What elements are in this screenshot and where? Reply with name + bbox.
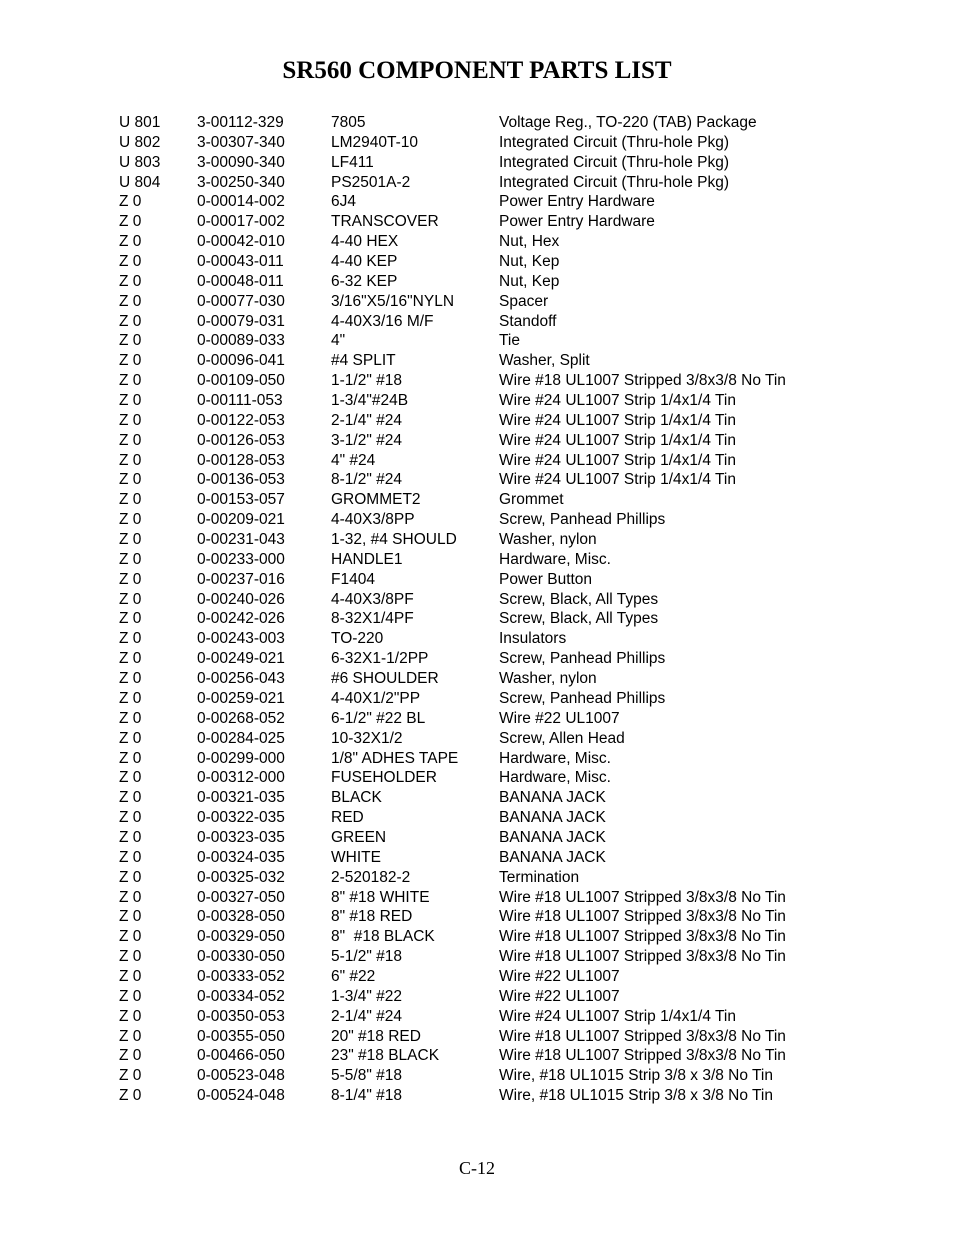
table-row bbox=[119, 590, 819, 610]
description-cell: Power Entry Hardware bbox=[499, 213, 655, 231]
part-number-cell: 0-00350-053 bbox=[197, 1007, 285, 1025]
description-cell: Washer, nylon bbox=[499, 531, 597, 549]
ref-designator-cell: Z 0 bbox=[119, 1027, 142, 1045]
part-number-cell: 0-00233-000 bbox=[197, 550, 285, 568]
part-value-cell: PS2501A-2 bbox=[331, 173, 411, 191]
part-value-cell: RED bbox=[331, 809, 364, 827]
description-cell: Wire #18 UL1007 Stripped 3/8x3/8 No Tin bbox=[499, 928, 786, 946]
table-row bbox=[119, 371, 819, 391]
part-number-cell: 0-00077-030 bbox=[197, 292, 285, 310]
part-number-cell: 3-00090-340 bbox=[197, 153, 285, 171]
ref-designator-cell: Z 0 bbox=[119, 253, 142, 271]
part-value-cell: 4-40X3/8PP bbox=[331, 511, 415, 529]
ref-designator-cell: Z 0 bbox=[119, 392, 142, 410]
ref-designator-cell: Z 0 bbox=[119, 312, 142, 330]
part-number-cell: 0-00321-035 bbox=[197, 789, 285, 807]
ref-designator-cell: Z 0 bbox=[119, 531, 142, 549]
table-row bbox=[119, 173, 819, 193]
table-row bbox=[119, 1046, 819, 1066]
part-value-cell: 1-3/4" #22 bbox=[331, 987, 402, 1005]
ref-designator-cell: Z 0 bbox=[119, 987, 142, 1005]
table-row bbox=[119, 967, 819, 987]
part-number-cell: 3-00307-340 bbox=[197, 133, 285, 151]
table-row bbox=[119, 212, 819, 232]
part-value-cell: BLACK bbox=[331, 789, 382, 807]
table-row bbox=[119, 768, 819, 788]
part-value-cell: 4" bbox=[331, 332, 346, 350]
part-value-cell: 4-40X3/16 M/F bbox=[331, 312, 434, 330]
description-cell: Hardware, Misc. bbox=[499, 749, 611, 767]
part-number-cell: 0-00256-043 bbox=[197, 670, 285, 688]
table-row bbox=[119, 1027, 819, 1047]
table-row bbox=[119, 788, 819, 808]
part-value-cell: 23" #18 BLACK bbox=[331, 1047, 440, 1065]
description-cell: Wire #18 UL1007 Stripped 3/8x3/8 No Tin bbox=[499, 1047, 786, 1065]
ref-designator-cell: Z 0 bbox=[119, 332, 142, 350]
part-number-cell: 0-00109-050 bbox=[197, 372, 285, 390]
part-value-cell: HANDLE1 bbox=[331, 550, 403, 568]
ref-designator-cell: Z 0 bbox=[119, 709, 142, 727]
ref-designator-cell: Z 0 bbox=[119, 967, 142, 985]
description-cell: BANANA JACK bbox=[499, 848, 606, 866]
description-cell: BANANA JACK bbox=[499, 789, 606, 807]
ref-designator-cell: U 801 bbox=[119, 114, 161, 131]
part-number-cell: 0-00268-052 bbox=[197, 709, 285, 727]
ref-designator-cell: Z 0 bbox=[119, 749, 142, 767]
part-value-cell: 8-1/2" #24 bbox=[331, 471, 402, 489]
table-row bbox=[119, 470, 819, 490]
description-cell: Wire #18 UL1007 Stripped 3/8x3/8 No Tin bbox=[499, 1027, 786, 1045]
ref-designator-cell: Z 0 bbox=[119, 431, 142, 449]
part-number-cell: 0-00153-057 bbox=[197, 491, 285, 509]
ref-designator-cell: U 803 bbox=[119, 153, 161, 171]
part-number-cell: 0-00043-011 bbox=[197, 253, 284, 271]
ref-designator-cell: Z 0 bbox=[119, 888, 142, 906]
parts-table-body bbox=[119, 113, 819, 1106]
part-value-cell: LM2940T-10 bbox=[331, 133, 419, 151]
part-number-cell: 0-00355-050 bbox=[197, 1027, 285, 1045]
part-number-cell: 0-00136-053 bbox=[197, 471, 285, 489]
description-cell: Wire #24 UL1007 Strip 1/4x1/4 Tin bbox=[499, 431, 736, 449]
part-value-cell: GROMMET2 bbox=[331, 491, 421, 509]
table-row bbox=[119, 312, 819, 332]
table-row bbox=[119, 331, 819, 351]
description-cell: Voltage Reg., TO-220 (TAB) Package bbox=[499, 114, 757, 131]
part-value-cell: 4" #24 bbox=[331, 451, 376, 469]
description-cell: Wire #18 UL1007 Stripped 3/8x3/8 No Tin bbox=[499, 908, 786, 926]
description-cell: Spacer bbox=[499, 292, 549, 310]
ref-designator-cell: Z 0 bbox=[119, 511, 142, 529]
description-cell: Standoff bbox=[499, 312, 557, 330]
part-value-cell: 2-1/4" #24 bbox=[331, 411, 402, 429]
part-value-cell: 20" #18 RED bbox=[331, 1027, 421, 1045]
ref-designator-cell: Z 0 bbox=[119, 928, 142, 946]
part-number-cell: 0-00524-048 bbox=[197, 1087, 285, 1105]
table-row bbox=[119, 570, 819, 590]
table-row bbox=[119, 927, 819, 947]
part-value-cell: 4-40 KEP bbox=[331, 253, 398, 271]
table-row bbox=[119, 907, 819, 927]
ref-designator-cell: Z 0 bbox=[119, 1007, 142, 1025]
ref-designator-cell: Z 0 bbox=[119, 769, 142, 787]
part-number-cell: 0-00014-002 bbox=[197, 193, 285, 211]
description-cell: Hardware, Misc. bbox=[499, 769, 611, 787]
part-value-cell: 6" #22 bbox=[331, 967, 376, 985]
part-value-cell: 8-1/4" #18 bbox=[331, 1087, 402, 1105]
description-cell: Hardware, Misc. bbox=[499, 550, 611, 568]
ref-designator-cell: Z 0 bbox=[119, 908, 142, 926]
part-value-cell: TO-220 bbox=[331, 630, 384, 648]
description-cell: Tie bbox=[499, 332, 520, 350]
part-value-cell: 1-3/4"#24B bbox=[331, 392, 409, 410]
ref-designator-cell: U 802 bbox=[119, 133, 161, 151]
part-number-cell: 0-00242-026 bbox=[197, 610, 285, 628]
part-number-cell: 0-00231-043 bbox=[197, 531, 285, 549]
part-value-cell: 7805 bbox=[331, 114, 366, 131]
page-number: C-12 bbox=[459, 1158, 495, 1178]
part-value-cell: 4-40 HEX bbox=[331, 233, 399, 251]
part-number-cell: 0-00111-053 bbox=[197, 392, 283, 410]
parts-table bbox=[119, 113, 819, 1106]
part-number-cell: 0-00122-053 bbox=[197, 411, 285, 429]
description-cell: Power Button bbox=[499, 570, 593, 588]
ref-designator-cell: Z 0 bbox=[119, 491, 142, 509]
ref-designator-cell: Z 0 bbox=[119, 650, 142, 668]
table-row bbox=[119, 113, 819, 133]
table-row bbox=[119, 709, 819, 729]
ref-designator-cell: Z 0 bbox=[119, 848, 142, 866]
ref-designator-cell: Z 0 bbox=[119, 1067, 142, 1085]
ref-designator-cell: Z 0 bbox=[119, 828, 142, 846]
ref-designator-cell: Z 0 bbox=[119, 451, 142, 469]
part-number-cell: 0-00333-052 bbox=[197, 967, 285, 985]
part-value-cell: 2-520182-2 bbox=[331, 868, 411, 886]
table-row bbox=[119, 391, 819, 411]
ref-designator-cell: U 804 bbox=[119, 173, 161, 191]
part-value-cell: 6J4 bbox=[331, 193, 356, 211]
part-value-cell: 4-40X3/8PF bbox=[331, 590, 414, 608]
description-cell: Screw, Black, All Types bbox=[499, 610, 659, 628]
part-value-cell: GREEN bbox=[331, 828, 387, 846]
ref-designator-cell: Z 0 bbox=[119, 570, 142, 588]
table-row bbox=[119, 1007, 819, 1027]
ref-designator-cell: Z 0 bbox=[119, 292, 142, 310]
table-row bbox=[119, 729, 819, 749]
part-value-cell: #4 SPLIT bbox=[331, 352, 396, 370]
description-cell: Screw, Panhead Phillips bbox=[499, 511, 666, 529]
part-number-cell: 0-00079-031 bbox=[197, 312, 285, 330]
part-value-cell: 6-1/2" #22 BL bbox=[331, 709, 426, 727]
description-cell: Wire #18 UL1007 Stripped 3/8x3/8 No Tin bbox=[499, 888, 786, 906]
description-cell: Wire #22 UL1007 bbox=[499, 709, 620, 727]
description-cell: Wire #24 UL1007 Strip 1/4x1/4 Tin bbox=[499, 392, 736, 410]
description-cell: Washer, nylon bbox=[499, 670, 597, 688]
part-value-cell: LF411 bbox=[331, 153, 374, 171]
table-row bbox=[119, 987, 819, 1007]
part-value-cell: 2-1/4" #24 bbox=[331, 1007, 402, 1025]
description-cell: Nut, Kep bbox=[499, 253, 560, 271]
ref-designator-cell: Z 0 bbox=[119, 411, 142, 429]
ref-designator-cell: Z 0 bbox=[119, 868, 142, 886]
part-number-cell: 0-00209-021 bbox=[197, 511, 285, 529]
part-number-cell: 0-00048-011 bbox=[197, 272, 284, 290]
ref-designator-cell: Z 0 bbox=[119, 272, 142, 290]
table-row bbox=[119, 669, 819, 689]
part-value-cell: FUSEHOLDER bbox=[331, 769, 437, 787]
part-number-cell: 0-00328-050 bbox=[197, 908, 285, 926]
description-cell: Wire #18 UL1007 Stripped 3/8x3/8 No Tin bbox=[499, 372, 786, 390]
ref-designator-cell: Z 0 bbox=[119, 590, 142, 608]
description-cell: Screw, Black, All Types bbox=[499, 590, 659, 608]
part-number-cell: 0-00299-000 bbox=[197, 749, 285, 767]
description-cell: Wire #22 UL1007 bbox=[499, 967, 620, 985]
ref-designator-cell: Z 0 bbox=[119, 372, 142, 390]
part-number-cell: 0-00017-002 bbox=[197, 213, 285, 231]
description-cell: Wire #24 UL1007 Strip 1/4x1/4 Tin bbox=[499, 411, 736, 429]
ref-designator-cell: Z 0 bbox=[119, 809, 142, 827]
part-value-cell: 1/8" ADHES TAPE bbox=[331, 749, 459, 767]
part-number-cell: 0-00330-050 bbox=[197, 948, 285, 966]
table-row bbox=[119, 947, 819, 967]
part-number-cell: 0-00240-026 bbox=[197, 590, 285, 608]
ref-designator-cell: Z 0 bbox=[119, 1087, 142, 1105]
part-value-cell: 10-32X1/2 bbox=[331, 729, 403, 747]
part-value-cell: TRANSCOVER bbox=[331, 213, 439, 231]
table-row bbox=[119, 232, 819, 252]
table-row bbox=[119, 510, 819, 530]
part-number-cell: 3-00112-329 bbox=[197, 114, 284, 131]
description-cell: Integrated Circuit (Thru-hole Pkg) bbox=[499, 153, 730, 171]
part-value-cell: #6 SHOULDER bbox=[331, 670, 439, 688]
table-row bbox=[119, 153, 819, 173]
part-number-cell: 0-00325-032 bbox=[197, 868, 285, 886]
description-cell: Wire #18 UL1007 Stripped 3/8x3/8 No Tin bbox=[499, 948, 786, 966]
part-value-cell: 3/16"X5/16"NYLN bbox=[331, 292, 455, 310]
page-title: SR560 COMPONENT PARTS LIST bbox=[282, 57, 672, 84]
part-value-cell: 1-1/2" #18 bbox=[331, 372, 402, 390]
table-row bbox=[119, 550, 819, 570]
table-row bbox=[119, 490, 819, 510]
ref-designator-cell: Z 0 bbox=[119, 213, 142, 231]
part-number-cell: 0-00323-035 bbox=[197, 828, 285, 846]
table-row bbox=[119, 451, 819, 471]
ref-designator-cell: Z 0 bbox=[119, 550, 142, 568]
description-cell: Washer, Split bbox=[499, 352, 590, 370]
ref-designator-cell: Z 0 bbox=[119, 789, 142, 807]
table-row bbox=[119, 192, 819, 212]
part-number-cell: 0-00249-021 bbox=[197, 650, 285, 668]
description-cell: Wire #24 UL1007 Strip 1/4x1/4 Tin bbox=[499, 471, 736, 489]
table-row bbox=[119, 629, 819, 649]
table-row bbox=[119, 808, 819, 828]
part-number-cell: 0-00284-025 bbox=[197, 729, 285, 747]
part-number-cell: 0-00329-050 bbox=[197, 928, 285, 946]
description-cell: Integrated Circuit (Thru-hole Pkg) bbox=[499, 133, 730, 151]
part-number-cell: 0-00126-053 bbox=[197, 431, 285, 449]
part-value-cell: 6-32X1-1/2PP bbox=[331, 650, 429, 668]
description-cell: Wire, #18 UL1015 Strip 3/8 x 3/8 No Tin bbox=[499, 1067, 773, 1085]
part-number-cell: 0-00237-016 bbox=[197, 570, 285, 588]
table-row bbox=[119, 848, 819, 868]
part-value-cell: 5-1/2" #18 bbox=[331, 948, 402, 966]
part-number-cell: 0-00324-035 bbox=[197, 848, 285, 866]
description-cell: Wire #24 UL1007 Strip 1/4x1/4 Tin bbox=[499, 451, 736, 469]
table-row bbox=[119, 411, 819, 431]
table-row bbox=[119, 1066, 819, 1086]
part-number-cell: 0-00327-050 bbox=[197, 888, 285, 906]
part-value-cell: 1-32, #4 SHOULD bbox=[331, 531, 457, 549]
part-number-cell: 0-00089-033 bbox=[197, 332, 285, 350]
description-cell: Power Entry Hardware bbox=[499, 193, 655, 211]
description-cell: Screw, Panhead Phillips bbox=[499, 689, 666, 707]
description-cell: BANANA JACK bbox=[499, 809, 606, 827]
part-number-cell: 0-00042-010 bbox=[197, 233, 285, 251]
part-number-cell: 0-00128-053 bbox=[197, 451, 285, 469]
ref-designator-cell: Z 0 bbox=[119, 610, 142, 628]
part-number-cell: 0-00466-050 bbox=[197, 1047, 285, 1065]
table-row bbox=[119, 1086, 819, 1106]
part-number-cell: 3-00250-340 bbox=[197, 173, 285, 191]
table-row bbox=[119, 530, 819, 550]
part-value-cell: 3-1/2" #24 bbox=[331, 431, 402, 449]
ref-designator-cell: Z 0 bbox=[119, 352, 142, 370]
part-value-cell: 8" #18 RED bbox=[331, 908, 413, 926]
description-cell: Termination bbox=[499, 868, 580, 886]
ref-designator-cell: Z 0 bbox=[119, 948, 142, 966]
ref-designator-cell: Z 0 bbox=[119, 193, 142, 211]
description-cell: BANANA JACK bbox=[499, 828, 606, 846]
part-number-cell: 0-00259-021 bbox=[197, 689, 285, 707]
description-cell: Wire, #18 UL1015 Strip 3/8 x 3/8 No Tin bbox=[499, 1087, 773, 1105]
ref-designator-cell: Z 0 bbox=[119, 630, 142, 648]
table-row bbox=[119, 749, 819, 769]
part-value-cell: 4-40X1/2"PP bbox=[331, 689, 421, 707]
description-cell: Grommet bbox=[499, 491, 564, 509]
part-value-cell: 5-5/8" #18 bbox=[331, 1067, 402, 1085]
ref-designator-cell: Z 0 bbox=[119, 670, 142, 688]
description-cell: Nut, Kep bbox=[499, 272, 560, 290]
table-row bbox=[119, 649, 819, 669]
table-row bbox=[119, 868, 819, 888]
table-row bbox=[119, 609, 819, 629]
part-value-cell: 8" #18 WHITE bbox=[331, 888, 430, 906]
ref-designator-cell: Z 0 bbox=[119, 1047, 142, 1065]
part-number-cell: 0-00312-000 bbox=[197, 769, 285, 787]
part-value-cell: 6-32 KEP bbox=[331, 272, 398, 290]
part-value-cell: 8" #18 BLACK bbox=[331, 928, 435, 946]
part-number-cell: 0-00523-048 bbox=[197, 1067, 285, 1085]
ref-designator-cell: Z 0 bbox=[119, 729, 142, 747]
description-cell: Wire #24 UL1007 Strip 1/4x1/4 Tin bbox=[499, 1007, 736, 1025]
table-row bbox=[119, 272, 819, 292]
description-cell: Insulators bbox=[499, 630, 567, 648]
ref-designator-cell: Z 0 bbox=[119, 471, 142, 489]
part-value-cell: WHITE bbox=[331, 848, 381, 866]
part-number-cell: 0-00334-052 bbox=[197, 987, 285, 1005]
part-number-cell: 0-00322-035 bbox=[197, 809, 285, 827]
table-row bbox=[119, 252, 819, 272]
table-row bbox=[119, 351, 819, 371]
table-row bbox=[119, 431, 819, 451]
description-cell: Nut, Hex bbox=[499, 233, 560, 251]
part-number-cell: 0-00096-041 bbox=[197, 352, 285, 370]
description-cell: Screw, Panhead Phillips bbox=[499, 650, 666, 668]
table-row bbox=[119, 133, 819, 153]
description-cell: Screw, Allen Head bbox=[499, 729, 625, 747]
part-number-cell: 0-00243-003 bbox=[197, 630, 285, 648]
table-row bbox=[119, 828, 819, 848]
part-value-cell: F1404 bbox=[331, 570, 375, 588]
ref-designator-cell: Z 0 bbox=[119, 689, 142, 707]
table-row bbox=[119, 689, 819, 709]
table-row bbox=[119, 292, 819, 312]
ref-designator-cell: Z 0 bbox=[119, 233, 142, 251]
description-cell: Wire #22 UL1007 bbox=[499, 987, 620, 1005]
table-row bbox=[119, 888, 819, 908]
description-cell: Integrated Circuit (Thru-hole Pkg) bbox=[499, 173, 730, 191]
part-value-cell: 8-32X1/4PF bbox=[331, 610, 414, 628]
